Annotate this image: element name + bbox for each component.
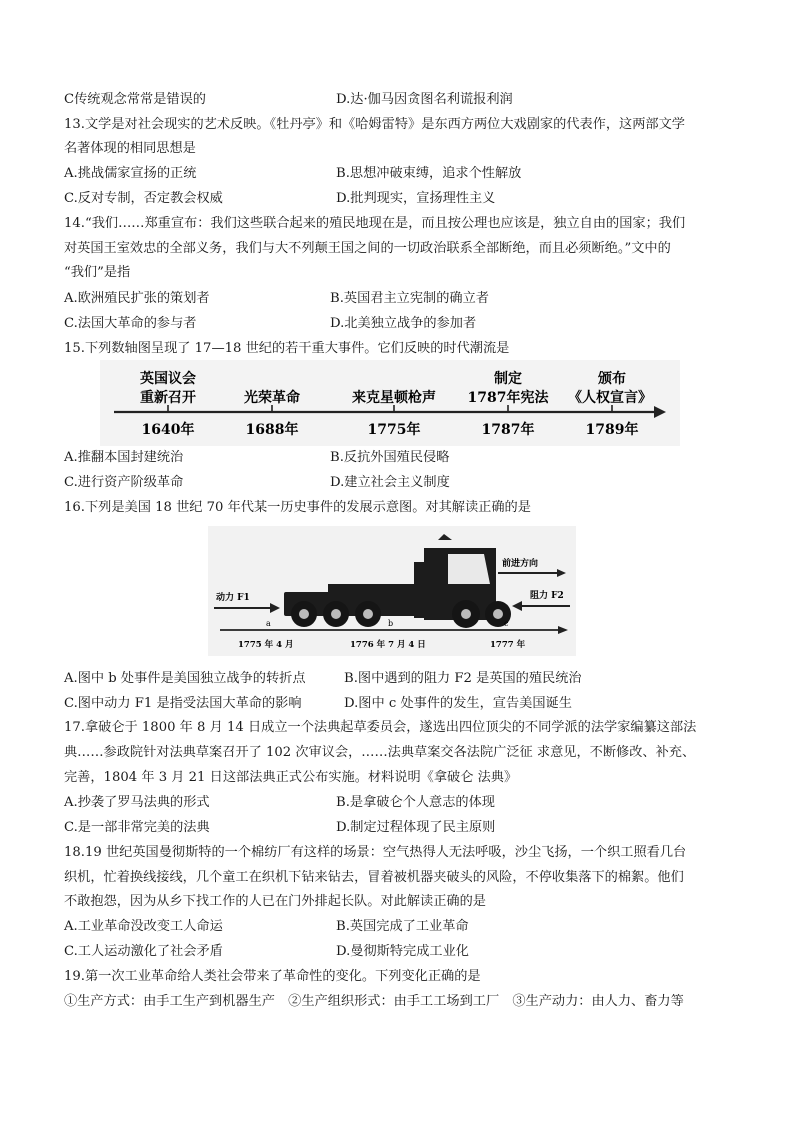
event-label: 光荣革命 xyxy=(244,390,300,406)
option-c-prev: C传统观念常常是错误的 xyxy=(64,92,206,107)
q18-stem-2: 织机，忙着换线接线，几个童工在织机下钻来钻去，冒着被机器夹破头的风险，不停收集落下的棉絮。他们 xyxy=(64,870,684,885)
q17-stem-1: 17.拿破仑于 1800 年 8 月 14 日成立一个法典起草委员会，遂选出四位顶尖的不同学派的法学家编纂这部法 xyxy=(64,720,697,735)
event-label: 来克星顿枪声 xyxy=(352,390,436,406)
event-label: 《人权宣言》 xyxy=(568,390,652,406)
q16-option-a: A.图中 b 处事件是美国独立战争的转折点 xyxy=(64,671,306,686)
event-label-top: 颁布 xyxy=(598,371,626,387)
q13-option-d: D.批判现实，宣扬理性主义 xyxy=(336,191,496,206)
q18-option-c: C.工人运动激化了社会矛盾 xyxy=(64,944,223,959)
q18-option-d: D.曼彻斯特完成工业化 xyxy=(336,944,469,959)
q14-option-a: A.欧洲殖民扩张的策划者 xyxy=(64,291,210,306)
event-year: 1787年 xyxy=(481,422,535,438)
event-label: 重新召开 xyxy=(140,390,196,406)
point-mark: c xyxy=(504,619,509,628)
q17-option-c: C.是一部非常完美的法典 xyxy=(64,820,210,835)
q17-option-a: A.抄袭了罗马法典的形式 xyxy=(64,795,210,810)
point-date: 1776 年 7 月 4 日 xyxy=(350,640,426,650)
q16-option-d: D.图中 c 处事件的发生，宣告美国诞生 xyxy=(344,696,572,711)
q14-stem-1: 14.“我们……郑重宣布：我们这些联合起来的殖民地现在是，而且按公理也应该是，独立自由的国家；我们 xyxy=(64,216,686,231)
q17-option-b: B.是拿破仑个人意志的体现 xyxy=(336,795,495,810)
q13-stem-2: 名著体现的相同思想是 xyxy=(64,141,196,156)
point-mark: b xyxy=(388,619,394,628)
q15-option-b: B.反抗外国殖民侵略 xyxy=(330,450,450,465)
q15-option-d: D.建立社会主义制度 xyxy=(330,475,450,490)
q13-option-a: A.挑战儒家宣扬的正统 xyxy=(64,166,197,181)
timeline-figure xyxy=(100,360,680,446)
event-year: 1789年 xyxy=(585,422,639,438)
event-label: 1787年宪法 xyxy=(467,390,549,406)
point-mark: a xyxy=(266,619,271,628)
q18-option-b: B.英国完成了工业革命 xyxy=(336,919,469,934)
event-year: 1775年 xyxy=(367,422,421,438)
point-date: 1777 年 xyxy=(490,640,526,650)
q13-stem-1: 13.文学是对社会现实的艺术反映。《牡丹亭》和《哈姆雷特》是东西方两位大戏剧家的代表作，这两部文学 xyxy=(64,117,685,132)
q16-stem: 16.下列是美国 18 世纪 70 年代某一历史事件的发展示意图。对其解读正确的是 xyxy=(64,500,531,515)
q16-option-b: B.图中遇到的阻力 F2 是英国的殖民统治 xyxy=(344,671,582,686)
q18-option-a: A.工业革命没改变工人命运 xyxy=(64,919,223,934)
q15-stem: 15.下列数轴图呈现了 17—18 世纪的若干重大事件。它们反映的时代潮流是 xyxy=(64,341,510,356)
q17-stem-3: 完善，1804 年 3 月 21 日这部法典正式公布实施。材料说明《拿破仑 法典》 xyxy=(64,770,518,785)
q17-option-d: D.制定过程体现了民主原则 xyxy=(336,820,496,835)
truck-figure xyxy=(208,526,576,656)
q19-stem-2: ①生产方式：由手工生产到机器生产 ②生产组织形式：由手工工场到工厂 ③生产动力：由人力、畜力等 xyxy=(64,994,684,1009)
point-date: 1775 年 4 月 xyxy=(238,640,294,650)
event-year: 1640年 xyxy=(141,422,195,438)
q15-option-c: C.进行资产阶级革命 xyxy=(64,475,184,490)
q14-option-d: D.北美独立战争的参加者 xyxy=(330,316,477,331)
q14-stem-2: 对英国王室效忠的全部义务，我们与大不列颠王国之间的一切政治联系全部断绝，而且必须断绝。”文中的 xyxy=(64,241,671,256)
event-year: 1688年 xyxy=(245,422,299,438)
q18-stem-1: 18.19 世纪英国曼彻斯特的一个棉纺厂有这样的场景：空气热得人无法呼吸，沙尘飞扬，一个织工照看几台 xyxy=(64,845,687,860)
force-f2-label: 阻力 F2 xyxy=(530,591,564,601)
q14-option-b: B.英国君主立宪制的确立者 xyxy=(330,291,489,306)
event-label-top: 制定 xyxy=(494,371,522,387)
q18-stem-3: 不敢抱怨，因为从乡下找工作的人已在门外排起长队。对此解读正确的是 xyxy=(64,894,486,909)
q14-stem-3: “我们”是指 xyxy=(64,265,131,280)
q19-stem-1: 19.第一次工业革命给人类社会带来了革命性的变化。下列变化正确的是 xyxy=(64,969,481,984)
force-f1-label: 动力 F1 xyxy=(216,593,250,603)
q17-stem-2: 典……参政院针对法典草案召开了 102 次审议会，……法典草案交各法院广泛征 求意见，不断修改、补充、 xyxy=(64,745,696,760)
q16-option-c: C.图中动力 F1 是指受法国大革命的影响 xyxy=(64,696,302,711)
option-d-prev: D.达·伽马因贪图名利谎报利润 xyxy=(336,92,513,107)
q13-option-c: C.反对专制，否定教会权威 xyxy=(64,191,223,206)
event-label-top: 英国议会 xyxy=(140,371,196,387)
timeline-event-1640 xyxy=(140,370,196,438)
direction-label: 前进方向 xyxy=(502,559,539,569)
q14-option-c: C.法国大革命的参与者 xyxy=(64,316,197,331)
q15-option-a: A.推翻本国封建统治 xyxy=(64,450,184,465)
q13-option-b: B.思想冲破束缚，追求个性解放 xyxy=(336,166,522,181)
